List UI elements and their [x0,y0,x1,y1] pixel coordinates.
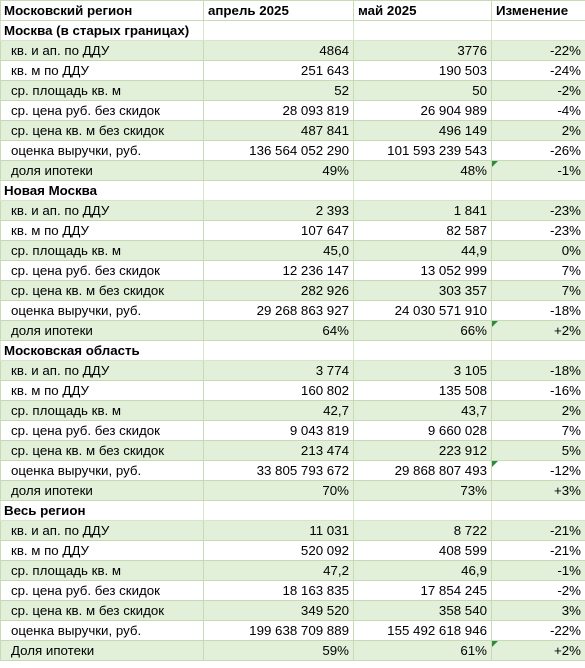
section-header-row [1,501,585,521]
empty-cell[interactable] [354,21,492,41]
change-value[interactable] [492,81,585,101]
empty-cell[interactable] [492,501,585,521]
april-value-text: 2 393 [315,203,349,218]
may-value-text: 82 587 [446,223,487,238]
may-value[interactable] [354,261,492,281]
row-label[interactable] [1,141,204,161]
change-value[interactable] [492,241,585,261]
april-value[interactable] [204,541,354,561]
april-value-text: 28 093 819 [282,103,349,118]
april-value[interactable] [204,121,354,141]
row-label[interactable] [1,401,204,421]
april-value[interactable] [204,521,354,541]
change-value-text: -16% [549,383,581,398]
may-value[interactable] [354,121,492,141]
april-value[interactable] [204,241,354,261]
row-label-text: ср. цена руб. без скидок [11,103,160,118]
may-value-text: 43,7 [461,403,487,418]
may-value[interactable] [354,221,492,241]
april-value[interactable] [204,141,354,161]
row-label-text: ср. цена кв. м без скидок [11,603,165,618]
header-region[interactable]: Московский регион [1,1,204,21]
april-value[interactable] [204,601,354,621]
april-value-text: 33 805 793 672 [256,463,349,478]
may-value-text: 46,9 [461,563,487,578]
may-value-text: 3 105 [453,363,487,378]
table-row [1,221,585,241]
empty-cell[interactable] [492,181,585,201]
may-value-text: 3776 [457,43,487,58]
may-value[interactable] [354,41,492,61]
row-label[interactable] [1,441,204,461]
change-value-text: +2% [554,643,581,658]
row-label[interactable] [1,261,204,281]
change-value-text: -23% [549,203,581,218]
table-row [1,41,585,61]
row-label[interactable] [1,61,204,81]
row-label[interactable] [1,481,204,501]
change-value-text: 7% [561,283,581,298]
may-value[interactable] [354,641,492,661]
section-header-row [1,181,585,201]
row-label[interactable] [1,281,204,301]
april-value-text: 282 926 [300,283,349,298]
april-value[interactable] [204,481,354,501]
row-label-text: ср. цена кв. м без скидок [11,443,165,458]
change-value[interactable] [492,641,585,661]
may-value[interactable] [354,241,492,261]
april-value-text: 42,7 [323,403,349,418]
comment-flag-icon [492,461,498,467]
may-value[interactable] [354,601,492,621]
may-value-text: 358 540 [438,603,487,618]
may-value-text: 155 492 618 946 [387,623,487,638]
april-value[interactable] [204,621,354,641]
may-value[interactable] [354,421,492,441]
table-row [1,101,585,121]
table-body [1,1,585,661]
empty-cell[interactable] [354,341,492,361]
row-label-text: кв. м по ДДУ [11,383,90,398]
table-row [1,481,585,501]
may-value[interactable] [354,461,492,481]
empty-cell[interactable] [354,501,492,521]
change-value-text: -24% [549,63,581,78]
row-label[interactable] [1,641,204,661]
may-value[interactable] [354,401,492,421]
may-value-text: 496 149 [438,123,487,138]
table-row [1,461,585,481]
empty-cell[interactable] [354,181,492,201]
may-value[interactable] [354,81,492,101]
april-value-text: 12 236 147 [282,263,349,278]
change-value[interactable] [492,361,585,381]
change-value-text: 0% [561,243,581,258]
may-value-text: 29 868 807 493 [394,463,487,478]
april-value-text: 29 268 863 927 [256,303,349,318]
header-row [1,1,585,21]
change-value-text: -4% [557,103,581,118]
may-value-text: 48% [460,163,487,178]
april-value[interactable] [204,221,354,241]
april-value[interactable] [204,41,354,61]
row-label-text: оценка выручки, руб. [11,143,142,158]
may-value[interactable] [354,161,492,181]
row-label[interactable] [1,101,204,121]
april-value-text: 4864 [319,43,349,58]
april-value[interactable] [204,101,354,121]
row-label-text: оценка выручки, руб. [11,463,142,478]
april-value[interactable] [204,581,354,601]
change-value[interactable] [492,61,585,81]
change-value-text: -18% [549,363,581,378]
april-value[interactable] [204,401,354,421]
change-value-text: 2% [561,403,581,418]
may-value-text: 24 030 571 910 [394,303,487,318]
section-title[interactable]: Новая Москва [1,181,204,201]
may-value-text: 303 357 [438,283,487,298]
section-header-row [1,21,585,41]
table-row [1,361,585,381]
change-value-text: +3% [554,483,581,498]
change-value[interactable] [492,281,585,301]
may-value[interactable] [354,481,492,501]
april-value-text: 52 [334,83,349,98]
change-value-text: -26% [549,143,581,158]
may-value-text: 44,9 [461,243,487,258]
change-value[interactable] [492,381,585,401]
empty-cell[interactable] [204,181,354,201]
header-april[interactable]: апрель 2025 [204,1,354,21]
row-label[interactable] [1,621,204,641]
april-value[interactable] [204,441,354,461]
table-row [1,161,585,181]
comment-flag-icon [492,161,498,167]
row-label[interactable] [1,561,204,581]
row-label-text: кв. м по ДДУ [11,223,90,238]
april-value[interactable] [204,281,354,301]
april-value-text: 520 092 [300,543,349,558]
change-value-text: 3% [561,603,581,618]
may-value[interactable] [354,101,492,121]
row-label[interactable] [1,581,204,601]
may-value[interactable] [354,441,492,461]
empty-cell[interactable] [204,501,354,521]
table-row [1,121,585,141]
april-value[interactable] [204,61,354,81]
may-value[interactable] [354,561,492,581]
change-value[interactable] [492,541,585,561]
empty-cell[interactable] [204,21,354,41]
row-label-text: кв. м по ДДУ [11,543,90,558]
table-row [1,541,585,561]
change-value[interactable] [492,201,585,221]
change-value-text: 7% [561,263,581,278]
change-value[interactable] [492,261,585,281]
april-value-text: 349 520 [300,603,349,618]
change-value[interactable] [492,561,585,581]
may-value[interactable] [354,621,492,641]
change-value[interactable] [492,301,585,321]
change-value[interactable] [492,441,585,461]
april-value[interactable] [204,461,354,481]
april-value[interactable] [204,321,354,341]
may-value[interactable] [354,321,492,341]
may-value-text: 13 052 999 [420,263,487,278]
row-label[interactable] [1,381,204,401]
change-value[interactable] [492,581,585,601]
row-label[interactable] [1,521,204,541]
row-label[interactable] [1,301,204,321]
change-value[interactable] [492,521,585,541]
row-label[interactable] [1,221,204,241]
may-value-text: 50 [472,83,487,98]
table-row [1,281,585,301]
change-value-text: 7% [561,423,581,438]
row-label[interactable] [1,81,204,101]
empty-cell[interactable] [492,341,585,361]
may-value-text: 223 912 [438,443,487,458]
april-value[interactable] [204,421,354,441]
change-value[interactable] [492,621,585,641]
change-value[interactable] [492,141,585,161]
table-row [1,401,585,421]
change-value[interactable] [492,401,585,421]
april-value[interactable] [204,161,354,181]
table-row [1,321,585,341]
change-value-text: -21% [549,523,581,538]
table-row [1,601,585,621]
row-label[interactable] [1,601,204,621]
may-value-text: 66% [460,323,487,338]
row-label-text: ср. площадь кв. м [11,243,122,258]
april-value[interactable] [204,561,354,581]
change-value-text: -23% [549,223,581,238]
row-label-text: доля ипотеки [11,163,93,178]
may-value-text: 9 660 028 [427,423,487,438]
table-row [1,201,585,221]
table-row [1,521,585,541]
change-value-text: -1% [557,563,581,578]
may-value[interactable] [354,361,492,381]
table-row [1,441,585,461]
may-value-text: 1 841 [453,203,487,218]
row-label-text: оценка выручки, руб. [11,623,142,638]
april-value-text: 45,0 [323,243,349,258]
row-label[interactable] [1,201,204,221]
april-value-text: 49% [322,163,349,178]
change-value-text: -22% [549,623,581,638]
empty-cell[interactable] [492,21,585,41]
change-value[interactable] [492,321,585,341]
april-value-text: 160 802 [300,383,349,398]
row-label-text: доля ипотеки [11,323,93,338]
row-label-text: ср. площадь кв. м [11,403,122,418]
april-value-text: 487 841 [300,123,349,138]
row-label-text: ср. цена руб. без скидок [11,263,160,278]
change-value[interactable] [492,481,585,501]
may-value[interactable] [354,141,492,161]
table-row [1,301,585,321]
change-value-text: -1% [557,163,581,178]
row-label-text: кв. и ап. по ДДУ [11,363,110,378]
april-value-text: 107 647 [300,223,349,238]
april-value-text: 47,2 [323,563,349,578]
row-label[interactable] [1,241,204,261]
table-row [1,641,585,661]
change-value-text: 5% [561,443,581,458]
change-value[interactable] [492,421,585,441]
empty-cell[interactable] [204,341,354,361]
header-may[interactable]: май 2025 [354,1,492,21]
change-value-text: -2% [557,83,581,98]
change-value-text: -21% [549,543,581,558]
april-value[interactable] [204,81,354,101]
change-value[interactable] [492,121,585,141]
april-value[interactable] [204,201,354,221]
may-value-text: 8 722 [453,523,487,538]
april-value[interactable] [204,381,354,401]
section-title[interactable]: Весь регион [1,501,204,521]
change-value[interactable] [492,161,585,181]
row-label[interactable] [1,461,204,481]
april-value-text: 11 031 [309,523,349,538]
table-row [1,621,585,641]
change-value-text: -22% [549,43,581,58]
april-value[interactable] [204,301,354,321]
april-value-text: 18 163 835 [282,583,349,598]
may-value[interactable] [354,381,492,401]
row-label[interactable] [1,421,204,441]
row-label-text: кв. и ап. по ДДУ [11,203,110,218]
row-label-text: кв. м по ДДУ [11,63,90,78]
may-value[interactable] [354,61,492,81]
may-value-text: 73% [460,483,487,498]
may-value-text: 190 503 [438,63,487,78]
may-value[interactable] [354,201,492,221]
april-value[interactable] [204,361,354,381]
row-label[interactable] [1,41,204,61]
change-value[interactable] [492,601,585,621]
change-value[interactable] [492,461,585,481]
row-label[interactable] [1,541,204,561]
may-value-text: 26 904 989 [420,103,487,118]
change-value-text: -12% [549,463,581,478]
table-row [1,61,585,81]
change-value-text: 2% [561,123,581,138]
may-value-text: 61% [460,643,487,658]
change-value-text: -18% [549,303,581,318]
change-value[interactable] [492,101,585,121]
comment-flag-icon [492,321,498,327]
table-row [1,581,585,601]
april-value[interactable] [204,641,354,661]
row-label-text: ср. цена руб. без скидок [11,423,160,438]
header-change[interactable]: Изменение [492,1,585,21]
april-value-text: 199 638 709 889 [249,623,349,638]
section-title[interactable]: Московская область [1,341,204,361]
change-value[interactable] [492,41,585,61]
row-label-text: ср. цена кв. м без скидок [11,283,165,298]
may-value-text: 408 599 [438,543,487,558]
row-label[interactable] [1,361,204,381]
change-value[interactable] [492,221,585,241]
april-value[interactable] [204,261,354,281]
row-label[interactable] [1,321,204,341]
table-row [1,421,585,441]
table-row [1,141,585,161]
row-label-text: доля ипотеки [11,483,93,498]
april-value-text: 213 474 [300,443,349,458]
april-value-text: 3 774 [315,363,349,378]
april-value-text: 59% [322,643,349,658]
may-value[interactable] [354,301,492,321]
row-label-text: ср. площадь кв. м [11,563,122,578]
april-value-text: 9 043 819 [289,423,349,438]
table-row [1,241,585,261]
april-value-text: 136 564 052 290 [249,143,349,158]
may-value-text: 101 593 239 543 [387,143,487,158]
row-label-text: ср. площадь кв. м [11,83,122,98]
row-label-text: Доля ипотеки [11,643,95,658]
row-label-text: кв. и ап. по ДДУ [11,43,110,58]
april-value-text: 64% [322,323,349,338]
row-label-text: ср. цена руб. без скидок [11,583,160,598]
may-value-text: 17 854 245 [420,583,487,598]
table-row [1,261,585,281]
section-header-row [1,341,585,361]
table-row [1,381,585,401]
change-value-text: -2% [557,583,581,598]
comment-flag-icon [492,641,498,647]
table-row [1,81,585,101]
row-label-text: оценка выручки, руб. [11,303,142,318]
april-value-text: 251 643 [300,63,349,78]
change-value-text: +2% [554,323,581,338]
may-value[interactable] [354,281,492,301]
row-label[interactable] [1,161,204,181]
may-value[interactable] [354,541,492,561]
section-title[interactable]: Москва (в старых границах) [1,21,204,41]
april-value-text: 70% [322,483,349,498]
row-label-text: кв. и ап. по ДДУ [11,523,110,538]
may-value[interactable] [354,521,492,541]
row-label[interactable] [1,121,204,141]
table-row [1,561,585,581]
row-label-text: ср. цена кв. м без скидок [11,123,165,138]
may-value-text: 135 508 [438,383,487,398]
may-value[interactable] [354,581,492,601]
